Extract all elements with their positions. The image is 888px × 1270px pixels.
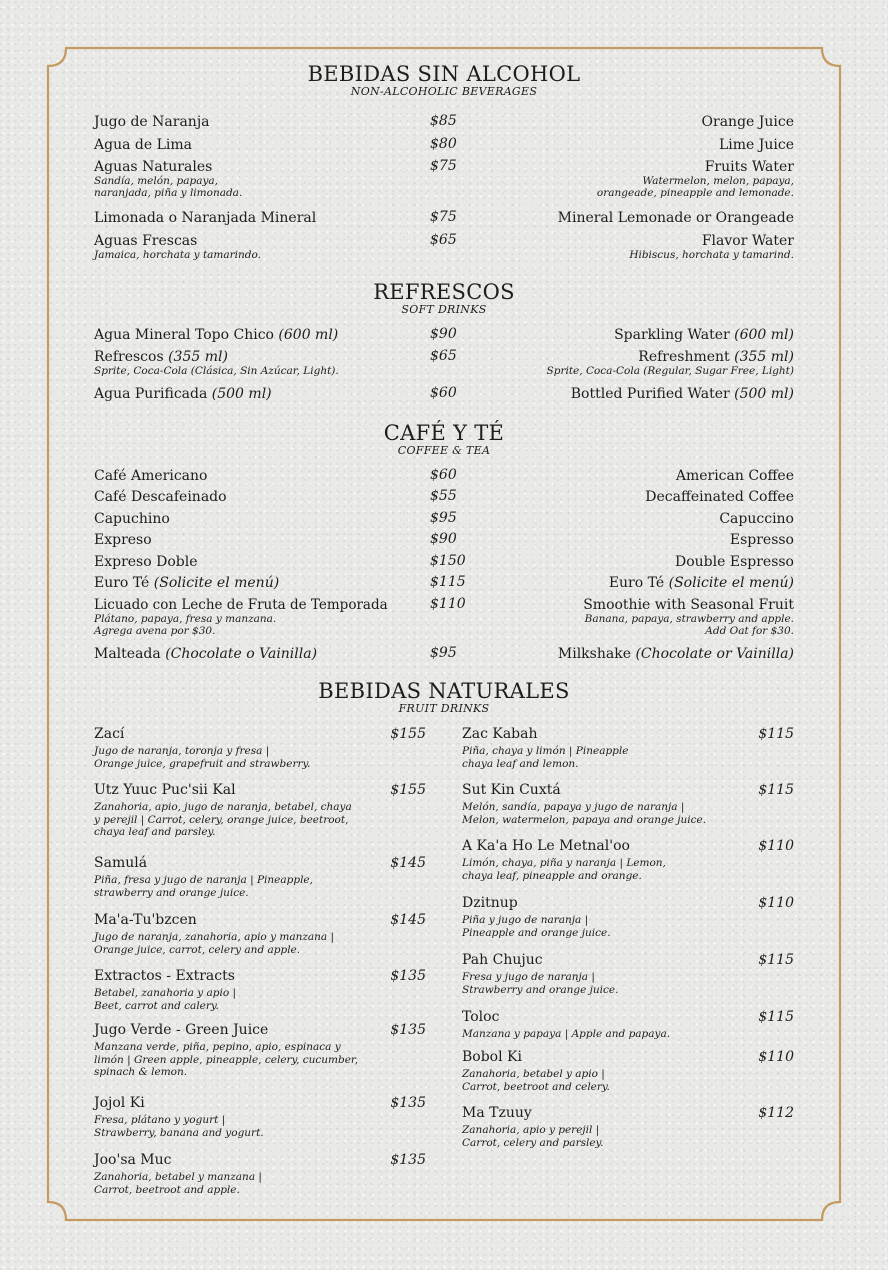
item-price: $112 [758, 1105, 794, 1121]
section-subtitle: SOFT DRINKS [401, 303, 487, 316]
item-price: $60 [430, 385, 457, 401]
fruit-drink-item [94, 968, 426, 1012]
item-name: Bobol Ki [462, 1049, 522, 1065]
section-title: REFRESCOS [373, 280, 515, 304]
item-price: $155 [390, 726, 426, 742]
item-price: $110 [758, 838, 794, 854]
item-name-es: Agua Purificada (500 ml) [94, 386, 272, 402]
section-header-naturales [0, 680, 888, 715]
item-price: $145 [390, 912, 426, 928]
section-subtitle: COFFEE & TEA [397, 444, 491, 457]
item-name: Samulá [94, 855, 148, 871]
item-price: $135 [390, 1095, 426, 1111]
item-name: Zac Kabah [462, 726, 538, 742]
item-name-es: Café Descafeinado [94, 489, 227, 505]
item-name: Joo'sa Muc [94, 1152, 172, 1168]
item-desc-es: Jamaica, horchata y tamarindo. [94, 249, 261, 261]
item-name-en: Smoothie with Seasonal Fruit [583, 597, 794, 613]
item-price: $110 [430, 596, 466, 612]
item-price: $55 [430, 488, 457, 504]
item-price: $145 [390, 855, 426, 871]
item-price: $110 [758, 895, 794, 911]
item-price: $75 [430, 158, 457, 174]
item-price: $110 [758, 1049, 794, 1065]
fruit-drink-item [462, 1049, 794, 1093]
item-name-es: Expreso [94, 532, 152, 548]
item-name: Zací [94, 726, 125, 742]
item-desc: Manzana verde, piña, pepino, apio, espinaca y limón | Green apple, pineapple, celery, cucumber, spinach & lemon. [94, 1041, 359, 1078]
item-price: $90 [430, 531, 457, 547]
item-desc: Melón, sandía, papaya y jugo de naranja | Melon, watermelon, papaya and orange juice. [462, 801, 707, 826]
section-header-cafe [0, 422, 888, 457]
item-name-en: Orange Juice [701, 114, 794, 130]
item-desc: Fresa, plátano y yogurt | Strawberry, banana and yogurt. [94, 1114, 264, 1139]
item-name-en: Capuccino [719, 511, 794, 527]
item-price: $115 [758, 782, 794, 798]
item-desc: Jugo de naranja, toronja y fresa | Orange juice, grapefruit and strawberry. [94, 745, 311, 770]
fruit-drink-item [462, 952, 794, 996]
item-price: $155 [390, 782, 426, 798]
item-name-es: Agua de Lima [94, 137, 192, 153]
fruit-drink-item [462, 1105, 794, 1149]
item-name-es: Euro Té (Solicite el menú) [94, 575, 280, 591]
item-name-es: Limonada o Naranjada Mineral [94, 210, 317, 226]
item-desc: Piña y jugo de naranja | Pineapple and orange juice. [462, 914, 611, 939]
section-subtitle: NON-ALCOHOLIC BEVERAGES [350, 85, 538, 98]
item-name-en: Double Espresso [675, 554, 794, 570]
item-name: Toloc [462, 1009, 500, 1025]
item-name-es: Agua Mineral Topo Chico (600 ml) [94, 327, 339, 343]
item-name: Pah Chujuc [462, 952, 543, 968]
item-price: $65 [430, 348, 457, 364]
item-desc: Limón, chaya, piña y naranja | Lemon, chaya leaf, pineapple and orange. [462, 857, 666, 882]
item-desc-en: Watermelon, melon, papaya, orangeade, pineapple and lemonade. [596, 175, 794, 199]
item-price: $80 [430, 136, 457, 152]
section-title: BEBIDAS SIN ALCOHOL [307, 62, 581, 86]
item-name-es: Refrescos (355 ml) [94, 349, 228, 365]
item-desc-en: Sprite, Coca-Cola (Regular, Sugar Free, Light) [546, 365, 794, 377]
item-name-en: American Coffee [675, 468, 794, 484]
item-name-en: Mineral Lemonade or Orangeade [557, 210, 794, 226]
item-desc: Zanahoria, apio y perejil | Carrot, celery and parsley. [462, 1124, 604, 1149]
item-price: $65 [430, 232, 457, 248]
item-price: $60 [430, 467, 457, 483]
item-desc: Betabel, zanahoria y apio | Beet, carrot and calery. [94, 987, 237, 1012]
item-name-en: Decaffeinated Coffee [645, 489, 794, 505]
item-name-en: Refreshment (355 ml) [638, 349, 794, 365]
item-price: $115 [758, 1009, 794, 1025]
item-name-en: Euro Té (Solicite el menú) [608, 575, 794, 591]
item-desc-es: Sprite, Coca-Cola (Clásica, Sin Azúcar, Light). [94, 365, 339, 377]
item-name-en: Lime Juice [718, 137, 794, 153]
item-price: $115 [430, 574, 466, 590]
fruit-drink-item [462, 782, 794, 826]
item-price: $90 [430, 326, 457, 342]
item-price: $95 [430, 510, 457, 526]
item-name-es: Licuado con Leche de Fruta de Temporada [94, 597, 388, 613]
fruit-drink-item [462, 1009, 794, 1041]
fruit-drink-item [94, 855, 426, 899]
section-title: CAFÉ Y TÉ [383, 421, 505, 445]
item-name-en: Milkshake (Chocolate or Vainilla) [557, 646, 794, 662]
item-name: Dzitnup [462, 895, 518, 911]
item-price: $95 [430, 645, 457, 661]
item-name-es: Café Americano [94, 468, 208, 484]
fruit-drink-item [94, 1095, 426, 1139]
fruit-drink-item [462, 895, 794, 939]
fruit-drink-item [94, 782, 426, 839]
fruit-drink-item [94, 1022, 426, 1079]
item-price: $150 [430, 553, 466, 569]
item-name: Jojol Ki [94, 1095, 145, 1111]
item-price: $135 [390, 968, 426, 984]
item-name: Utz Yuuc Puc'sii Kal [94, 782, 236, 798]
fruit-drink-item [462, 838, 794, 882]
item-name-es: Malteada (Chocolate o Vainilla) [94, 646, 318, 662]
item-desc: Piña, fresa y jugo de naranja | Pineapple, strawberry and orange juice. [94, 874, 313, 899]
section-title: BEBIDAS NATURALES [318, 679, 570, 703]
item-desc: Zanahoria, betabel y manzana | Carrot, beetroot and apple. [94, 1171, 262, 1196]
item-desc: Jugo de naranja, zanahoria, apio y manzana | Orange juice, carrot, celery and apple. [94, 931, 335, 956]
fruit-drink-item [94, 912, 426, 956]
item-name-es: Aguas Naturales [94, 159, 213, 175]
item-price: $115 [758, 952, 794, 968]
item-price: $75 [430, 209, 457, 225]
item-price: $115 [758, 726, 794, 742]
item-name: A Ka'a Ho Le Metnal'oo [462, 838, 630, 854]
item-name-en: Flavor Water [701, 233, 794, 249]
item-desc: Piña, chaya y limón | Pineapple chaya leaf and lemon. [462, 745, 629, 770]
item-name: Sut Kin Cuxtá [462, 782, 561, 798]
fruit-drink-item [462, 726, 794, 770]
item-desc: Zanahoria, betabel y apio | Carrot, beetroot and celery. [462, 1068, 610, 1093]
item-name: Jugo Verde - Green Juice [94, 1022, 269, 1038]
item-name-en: Fruits Water [704, 159, 794, 175]
fruit-drink-item [94, 1152, 426, 1196]
item-name-es: Expreso Doble [94, 554, 198, 570]
section-header-refrescos [0, 281, 888, 316]
item-price: $135 [390, 1152, 426, 1168]
item-desc-en: Hibiscus, horchata y tamarind. [629, 249, 794, 261]
item-desc-es: Sandía, melón, papaya, naranjada, piña y limonada. [94, 175, 243, 199]
item-name-es: Capuchino [94, 511, 170, 527]
item-name-es: Jugo de Naranja [94, 114, 210, 130]
section-header-sin-alcohol [0, 63, 888, 98]
fruit-drink-item [94, 726, 426, 770]
item-price: $135 [390, 1022, 426, 1038]
item-desc: Zanahoria, apio, jugo de naranja, betabel, chaya y perejil | Carrot, celery, orange juice, beetroot, chaya leaf and parsley. [94, 801, 352, 838]
item-name-es: Aguas Frescas [94, 233, 198, 249]
item-price: $85 [430, 113, 457, 129]
item-name-en: Bottled Purified Water (500 ml) [570, 386, 794, 402]
section-subtitle: FRUIT DRINKS [398, 702, 490, 715]
item-name-en: Espresso [729, 532, 794, 548]
item-name-en: Sparkling Water (600 ml) [614, 327, 794, 343]
item-name: Extractos - Extracts [94, 968, 235, 984]
item-name: Ma'a-Tu'bzcen [94, 912, 197, 928]
item-desc: Manzana y papaya | Apple and papaya. [462, 1028, 671, 1040]
item-desc: Fresa y jugo de naranja | Strawberry and orange juice. [462, 971, 619, 996]
item-desc-es: Plátano, papaya, fresa y manzana. Agrega avena por $30. [94, 613, 277, 637]
item-name: Ma Tzuuy [462, 1105, 532, 1121]
item-desc-en: Banana, papaya, strawberry and apple. Add Oat for $30. [584, 613, 794, 637]
